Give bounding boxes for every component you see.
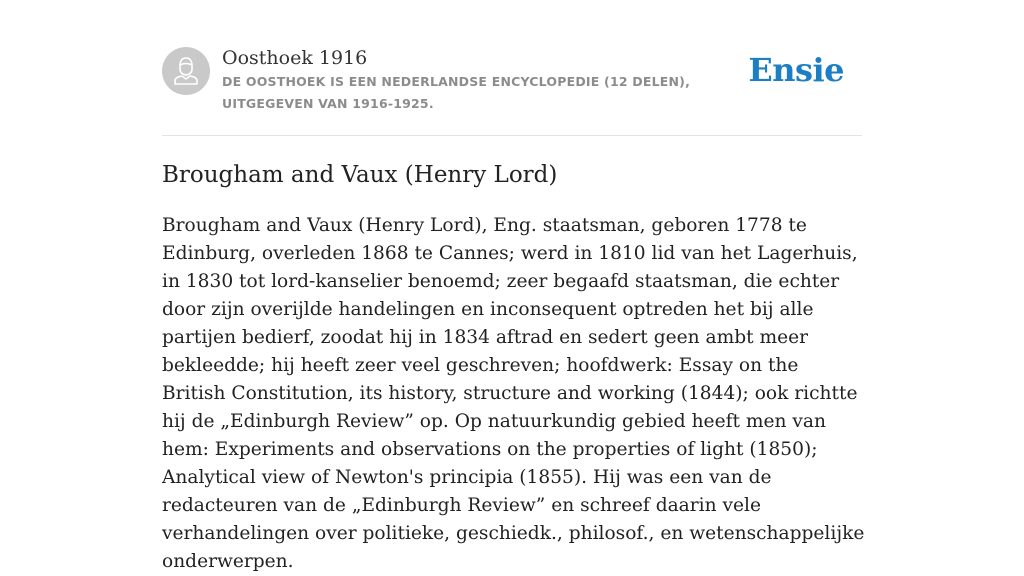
source-avatar[interactable] bbox=[162, 47, 210, 95]
article-body: Brougham and Vaux (Henry Lord), Eng. staatsman, geboren 1778 te Edinburg, overleden 1868 te Cannes; werd in 1810 lid van het Lagerhuis, in 1830 tot lord-kanselier benoemd; zeer begaafd staatsman, die echter door zijn overijlde handelingen en inconsequent optreden het bij alle partijen bedierf, zoodat hij in 1834 aftrad en sedert geen ambt meer bekleedde; hij heeft zeer veel geschreven; hoofdwerk: Essay on the British Constitution, its history, structure and working (1844); ook richtte hij de „Edinburgh Review” op. Op natuurkundig gebied heeft men van hem: Experiments and observations on the properties of light (1850); Analytical view of Newton's principia (1855). Hij was een van de redacteuren van de „Edinburgh Review” en schreef daarin vele verhandelingen over politieke, geschiedk., philosof., en wetenschappelijke onderwerpen. bbox=[162, 215, 865, 572]
source-description: DE OOSTHOEK IS EEN NEDERLANDSE ENCYCLOPEDIE (12 DELEN), UITGEGEVEN VAN 1916-1925. bbox=[222, 74, 691, 111]
article-title: Brougham and Vaux (Henry Lord) bbox=[162, 162, 558, 188]
ensie-logo[interactable]: Ensie bbox=[748, 51, 844, 89]
header-divider bbox=[162, 135, 862, 136]
source-header bbox=[162, 46, 862, 118]
source-title[interactable]: Oosthoek 1916 bbox=[222, 47, 368, 69]
